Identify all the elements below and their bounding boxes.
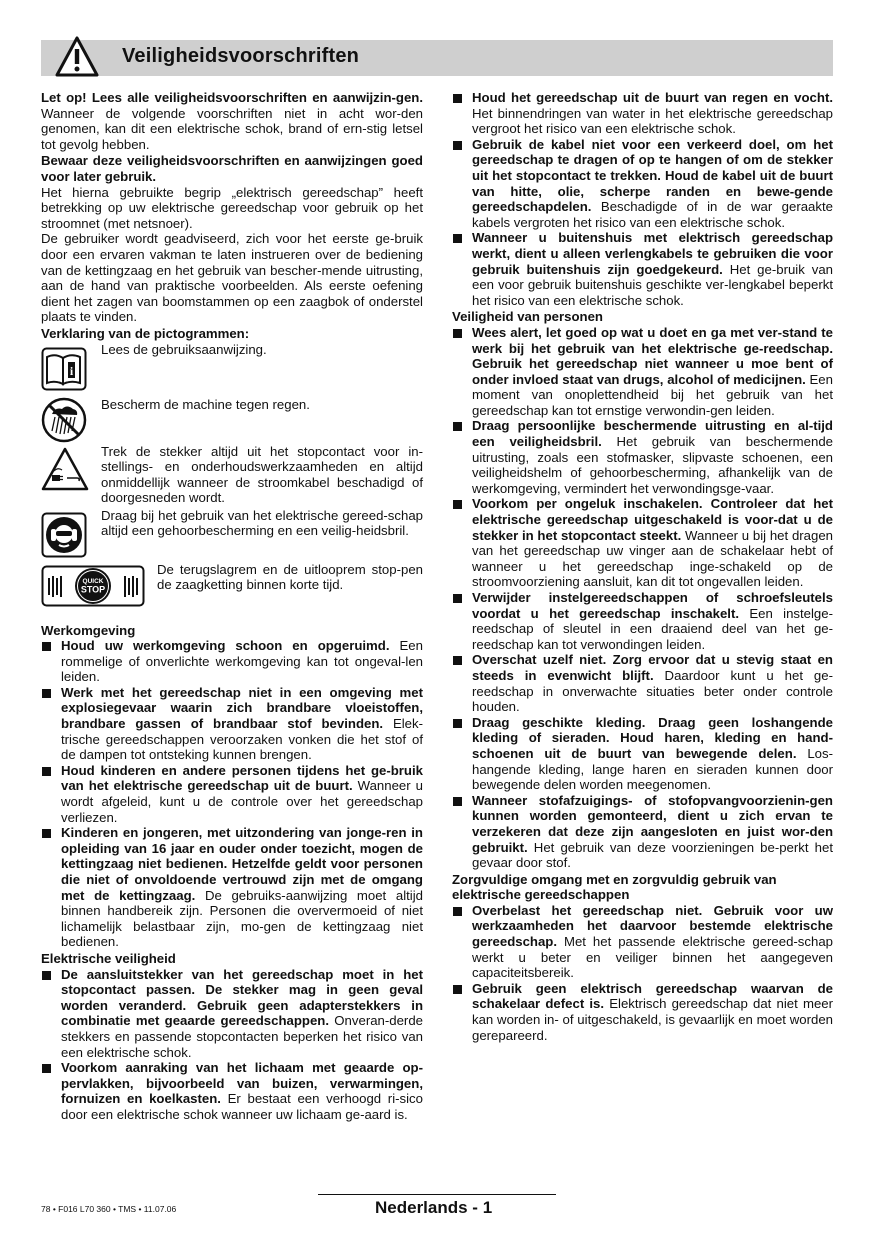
footer-page-number: Nederlands - 1	[375, 1198, 493, 1217]
intro-paragraph: Let op! Lees alle veiligheidsvoorschriften en aanwijzin-gen. Wanneer de volgende voorschriften niet in acht wor-den genomen, kan dit een elektrische schok, brand of ern-stig letsel tot gevolg hebben.	[41, 90, 423, 152]
work-environment-heading: Werkomgeving	[41, 622, 136, 638]
pictogram-plug-row	[41, 444, 423, 508]
quickstop-icon	[41, 565, 145, 607]
list-item: De aansluitstekker van het gereedschap moet in het stopcontact passen. De stekker mag in geen geval worden veranderd. Gebruik geen adapterstekkers in combinatie met geaarde gereedschappen. Onveran-derde stekkers en passende stopcontacten beperken het risico van een elektrische schok.	[41, 967, 423, 1061]
read-manual-icon	[41, 347, 87, 391]
section-header	[41, 40, 833, 76]
list-item: Verwijder instelgereedschappen of schroefsleutels voordat u het gereedschap inschakelt. Een instelge-reedschap of sleutel in een draaiend deel van het ge-reedschap kan tot verwondingen leiden.	[452, 590, 833, 652]
list-item: Gebruik de kabel niet voor een verkeerd doel, om het gereedschap te dragen of op te hangen of om de stekker uit het stopcontact te trekken. Houd de kabel uit de buurt van hitte, olie, scherpe randen en bewe-gende gereedschapdelen. Beschadigde of in de war geraakte kabels vergroten het risico van een elektrische schok.	[452, 137, 833, 231]
left-column	[41, 90, 423, 1123]
pictogram-rain-row	[41, 397, 423, 444]
page-title: Veiligheidsvoorschriften	[122, 45, 360, 67]
pictogram-manual-text: Lees de gebruiksaanwijzing.	[101, 341, 267, 357]
footer-document-code: 78 • F016 L70 360 • TMS • 11.07.06	[41, 1204, 177, 1214]
term-paragraph: Het hierna gebruikte begrip „elektrisch gereedschap” heeft betrekking op uw elektrische gereedschap voor gebruik op het stroomnet (met netsnoer).	[41, 184, 423, 231]
list-item: Draag persoonlijke beschermende uitrusting en al-tijd een veiligheidsbril. Het gebruik van beschermende uitrusting, zoals een stofmasker, slipvaste schoenen, een veiligheidshelm of gehoorbescherming, afhankelijk van de werkomgeving, vermindert het verwondingsge-vaar.	[452, 418, 833, 496]
stop-label: STOP	[80, 584, 106, 594]
list-item: Gebruik geen elektrisch gereedschap waarvan de schakelaar defect is. Elektrisch gereedschap dat niet meer kan worden in- of uitgeschakeld, is gevaarlijk en moet worden gerepareerd.	[452, 981, 833, 1043]
list-item: Wees alert, let goed op wat u doet en ga met ver-stand te werk bij het gebruik van het elektrische ge-reedschap. Gebruik het gereedschap niet wanneer u moe bent of onder invloed staat van drugs, alcohol of medicijnen. Een moment van onoplettendheid bij het gebruik van het gereedschap kan tot ernstige verwondin-gen leiden.	[452, 325, 833, 419]
right-column	[452, 90, 833, 1043]
list-item: Overschat uzelf niet. Zorg ervoor dat u stevig staat en steeds in evenwicht blijft. Daardoor kunt u het ge-reedschap in onverwachte situaties beter onder controle houden.	[452, 652, 833, 714]
quick-label: QUICK	[82, 577, 104, 585]
pictogram-rain-text: Bescherm de machine tegen regen.	[101, 396, 310, 412]
list-item: Kinderen en jongeren, met uitzondering van jonge-ren in opleiding van 16 jaar en ouder onder toezicht, mogen de kettingzaag niet bedienen. Hetzelfde geldt voor personen die niet of onvoldoende vertrouwd zijn met de omgang met de kettingzaag. De gebruiks-aanwijzing moet altijd binnen handbereik zijn. Personen die oververmoeid of niet lichamelijk belastbaar zijn, mo-gen de kettingzaag niet bedienen.	[41, 825, 423, 950]
list-item: Houd kinderen en andere personen tijdens het ge-bruik van het elektrische gereedschap uit de buurt. Wanneer u wordt afgeleid, kunt u de controle over het gereedschap verliezen.	[41, 763, 423, 825]
list-item: Wanneer u buitenshuis met elektrisch gereedschap werkt, dient u alleen verlengkabels te gebruiken die voor gebruik buitenshuis zijn goedgekeurd. Het ge-bruik van een voor gebruik buitenshuis geschikte ver-lengkabel beperkt het risico van een elektrische schok.	[452, 230, 833, 308]
list-item: Werk met het gereedschap niet in een omgeving met explosiegevaar waarin zich brandbare vloeistoffen, brandbare gassen of brandbaar stof bevinden. Elek-trische gereedschappen veroorzaken vonken die het stof of de dampen tot ontsteking kunnen brengen.	[41, 685, 423, 763]
personal-safety-heading: Veiligheid van personen	[452, 309, 603, 325]
svg-text:i: i	[69, 363, 74, 378]
list-item: Draag geschikte kleding. Draag geen loshangende kleding of sieraden. Houd haren, kleding en hand-schoenen uit de buurt van bewegende delen. Los-hangende kleding, lange haren en sieraden kunnen door bewegende delen worden meegenomen.	[452, 715, 833, 793]
list-item: Overbelast het gereedschap niet. Gebruik voor uw werkzaamheden het daarvoor bestemde elektrische gereedschap. Met het passende elektrische gereed-schap werkt u beter en veiliger binnen het aangegeven capaciteitsbereik.	[452, 903, 833, 981]
unplug-warning-icon	[41, 447, 89, 491]
list-item: Houd uw werkomgeving schoon en opgeruimd. Een rommelige of onverlichte werkomgeving kan tot ongeval-len leiden.	[41, 638, 423, 685]
keep-instructions: Bewaar deze veiligheidsvoorschriften en aanwijzingen goed voor later gebruik.	[41, 153, 423, 184]
list-item: Voorkom per ongeluk inschakelen. Controleer dat het elektrische gereedschap uitgeschakeld is voor-dat u de stekker in het stopcontact steekt. Wanneer u bij het dragen van het gereedschap uw vinger aan de schakelaar hebt of wanneer u het gereedschap inge-schakeld op de stroomvoorziening aansluit, kan dit tot ongevallen leiden.	[452, 496, 833, 590]
pictogram-plug-text: Trek de stekker altijd uit het stopcontact voor in-stellings- en onderhoudswerkzaamheden en altijd onmiddellijk wanneer de stroomkabel beschadigd of doorgesneden wordt.	[101, 443, 423, 506]
pictogram-protection-row	[41, 508, 423, 562]
footer-divider	[318, 1194, 556, 1195]
pictogram-manual-row	[41, 342, 423, 397]
no-rain-icon	[41, 397, 87, 443]
ear-eye-protection-icon	[41, 512, 87, 558]
list-item: Wanneer stofafzuigings- of stofopvangvoorzienin-gen kunnen worden gemonteerd, dient u zich ervan te verzekeren dat deze zijn aangesloten en juist wor-den gebruikt. Het gebruik van deze voorzieningen be-perkt het gevaar door stof.	[452, 793, 833, 871]
list-item: Voorkom aanraking van het lichaam met geaarde op-pervlakken, bijvoorbeeld van buizen, verwarmingen, fornuizen en koelkasten. Er bestaat een verhoogd ri-sico door een elektrische schok wanneer uw lichaam ge-aard is.	[41, 1060, 423, 1122]
careful-use-heading: Zorgvuldige omgang met en zorgvuldig gebruik van elektrische gereedschappen	[452, 871, 777, 903]
electrical-safety-heading: Elektrische veiligheid	[41, 950, 176, 966]
warning-triangle-icon	[55, 36, 99, 78]
pictogram-quickstop-row	[41, 562, 423, 622]
list-item: Houd het gereedschap uit de buurt van regen en vocht. Het binnendringen van water in het elektrische gereedschap vergroot het risico van een elektrische schok.	[452, 90, 833, 137]
advice-paragraph: De gebruiker wordt geadviseerd, zich voor het eerste ge-bruik door een ervaren vakman te laten instrueren over de bediening van de kettingzaag en het gebruik van bescher-mende uitrusting, aan de hand van praktische voorbeelden. Als eerste oefening dient het zagen van boomstammen op een zaagbok of onderstel plaats te vinden.	[41, 231, 423, 325]
pictogram-heading: Verklaring van de pictogrammen:	[41, 325, 250, 341]
pictogram-protection-text: Draag bij het gebruik van het elektrische gereed-schap altijd een gehoorbescherming en een veilig-heidsbril.	[101, 507, 423, 539]
pictogram-quickstop-text: De terugslagrem en de uitlooprem stop-pen de zaagketting binnen korte tijd.	[157, 561, 423, 593]
